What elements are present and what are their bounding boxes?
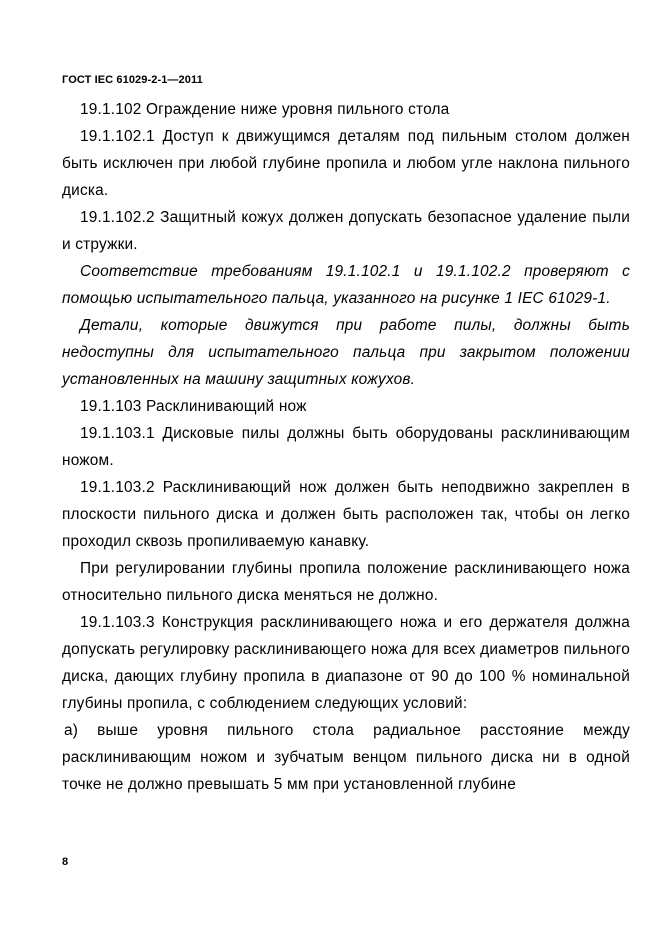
paragraph-depth-adjustment: При регулировании глубины пропила положение расклинивающего ножа относительно пильного диска меняться не должно. — [62, 560, 630, 604]
paragraph-19-1-103-3: 19.1.103.3 Конструкция расклинивающего ножа и его держателя должна допускать регулировку расклинивающего ножа для всех диаметров пильного диска, дающих глубину пропила в диапазоне от 90 до 100 % номинальной глубины пропила, с соблюдением следующих условий: — [62, 614, 630, 712]
section-heading-19-1-103: 19.1.103 Расклинивающий нож — [80, 398, 307, 415]
paragraph-19-1-103-2: 19.1.103.2 Расклинивающий нож должен быть неподвижно закреплен в плоскости пильного диска и должен быть расположен так, чтобы он легко проходил сквозь пропиливаемую канавку. — [62, 479, 630, 550]
test-finger-note: Детали, которые движутся при работе пилы, должны быть недоступны для испытательного пальца при закрытом положении установленных на машину защитных кожухов. — [62, 317, 630, 388]
document-body — [62, 96, 630, 798]
list-item-a: а) выше уровня пильного стола радиальное расстояние между расклинивающим ножом и зубчатым венцом пильного диска ни в одной точке не должно превышать 5 мм при установленной глубине — [62, 722, 630, 793]
paragraph-19-1-103-1: 19.1.103.1 Дисковые пилы должны быть оборудованы расклинивающим ножом. — [62, 425, 630, 469]
document-header: ГОСТ IEC 61029-2-1—2011 — [62, 74, 203, 86]
page-number: 8 — [62, 856, 69, 868]
paragraph-19-1-102-2: 19.1.102.2 Защитный кожух должен допускать безопасное удаление пыли и стружки. — [62, 209, 630, 253]
section-heading-19-1-102: 19.1.102 Ограждение ниже уровня пильного стола — [80, 101, 450, 118]
compliance-note: Соответствие требованиям 19.1.102.1 и 19.1.102.2 проверяют с помощью испытательного пальца, указанного на рисунке 1 IEC 61029-1. — [62, 263, 630, 307]
paragraph-19-1-102-1: 19.1.102.1 Доступ к движущимся деталям под пильным столом должен быть исключен при любой глубине пропила и любом угле наклона пильного диска. — [62, 128, 630, 199]
